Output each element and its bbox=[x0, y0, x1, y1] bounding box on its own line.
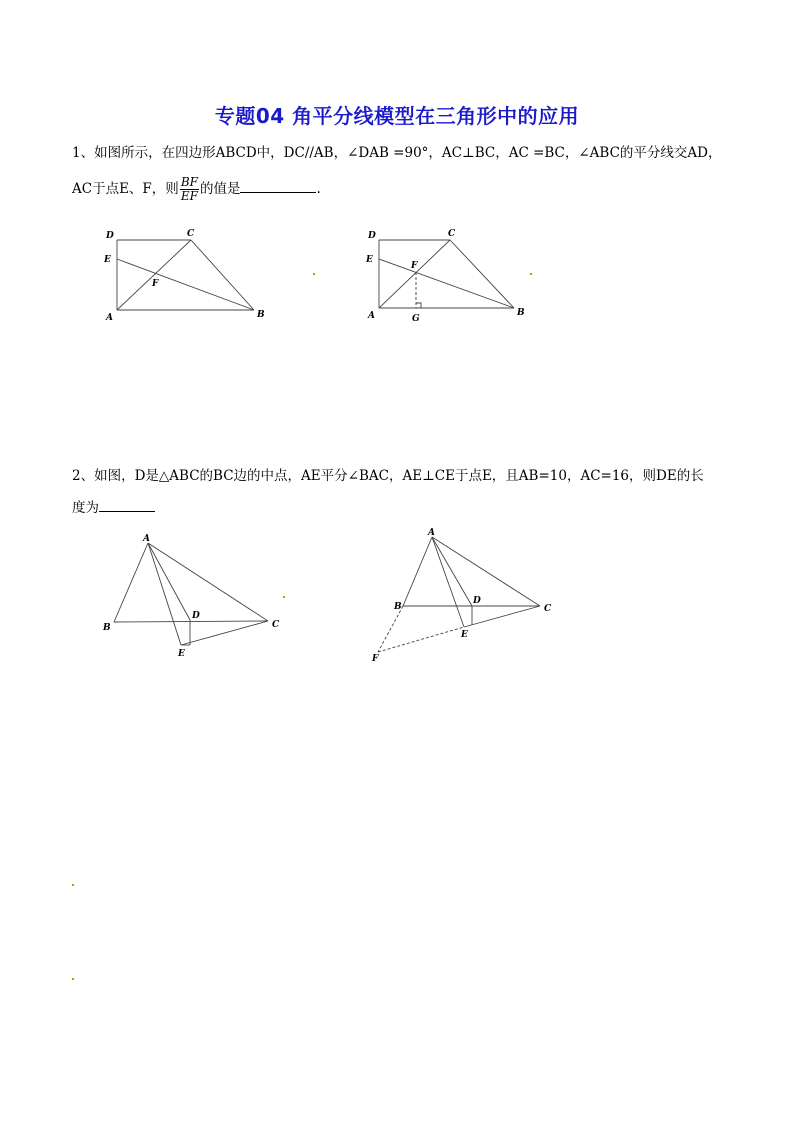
fig1b-label-G: G bbox=[412, 314, 420, 324]
fig2a-label-B: B bbox=[103, 623, 111, 633]
fig1a-label-F: F bbox=[152, 279, 159, 289]
fig1a-label-B: B bbox=[257, 310, 265, 320]
fig1b-label-E: E bbox=[366, 255, 373, 265]
fig2a-label-C: C bbox=[272, 620, 280, 630]
fig1a-label-E: E bbox=[104, 255, 111, 265]
q2-line1: 2、如图，D是△ABC的BC边的中点，AE平分∠BAC，AE⊥CE于点E，且AB=10，AC=16，则DE的长 bbox=[72, 468, 704, 484]
stray-mark bbox=[283, 596, 285, 598]
stray-mark bbox=[72, 884, 74, 886]
q1-frac-num: BF bbox=[180, 175, 198, 189]
q1-line2-end: . bbox=[316, 181, 321, 197]
fig2a-label-A: A bbox=[143, 534, 150, 544]
q1-line2-post: 的值是 bbox=[199, 181, 241, 197]
fig1b-label-C: C bbox=[448, 229, 456, 239]
fig2b-label-C: C bbox=[544, 604, 552, 614]
fig1a-label-C: C bbox=[187, 229, 195, 239]
fig2b-label-A: A bbox=[428, 528, 435, 538]
fig1b-label-B: B bbox=[517, 308, 525, 318]
fig2b-label-F: F bbox=[372, 654, 379, 664]
fig1b-label-A: A bbox=[368, 311, 375, 321]
fig1b-label-D: D bbox=[368, 231, 376, 241]
fig2b-label-D: D bbox=[473, 596, 481, 606]
q2-line2-text: 度为 bbox=[72, 500, 99, 516]
fig2b-label-E: E bbox=[461, 630, 468, 640]
stray-mark bbox=[72, 978, 74, 980]
q1-frac-den: EF bbox=[180, 189, 198, 203]
q1-line2-pre: AC于点E、F，则 bbox=[72, 181, 179, 197]
stray-mark bbox=[530, 273, 532, 275]
fig1a-label-D: D bbox=[106, 231, 114, 241]
q1-line1: 1、如图所示，在四边形ABCD中，DC//AB，∠DAB =90°，AC⊥BC，AC =BC，∠ABC的平分线交AD， bbox=[72, 145, 722, 161]
fig2a-label-D: D bbox=[192, 611, 200, 621]
page-title: 专题04 角平分线模型在三角形中的应用 bbox=[214, 104, 580, 128]
fig2a-label-E: E bbox=[178, 649, 185, 659]
fig1a-label-A: A bbox=[106, 313, 113, 323]
stray-mark bbox=[313, 273, 315, 275]
fig2b-label-B: B bbox=[394, 602, 402, 612]
fig1b-label-F: F bbox=[411, 261, 418, 271]
